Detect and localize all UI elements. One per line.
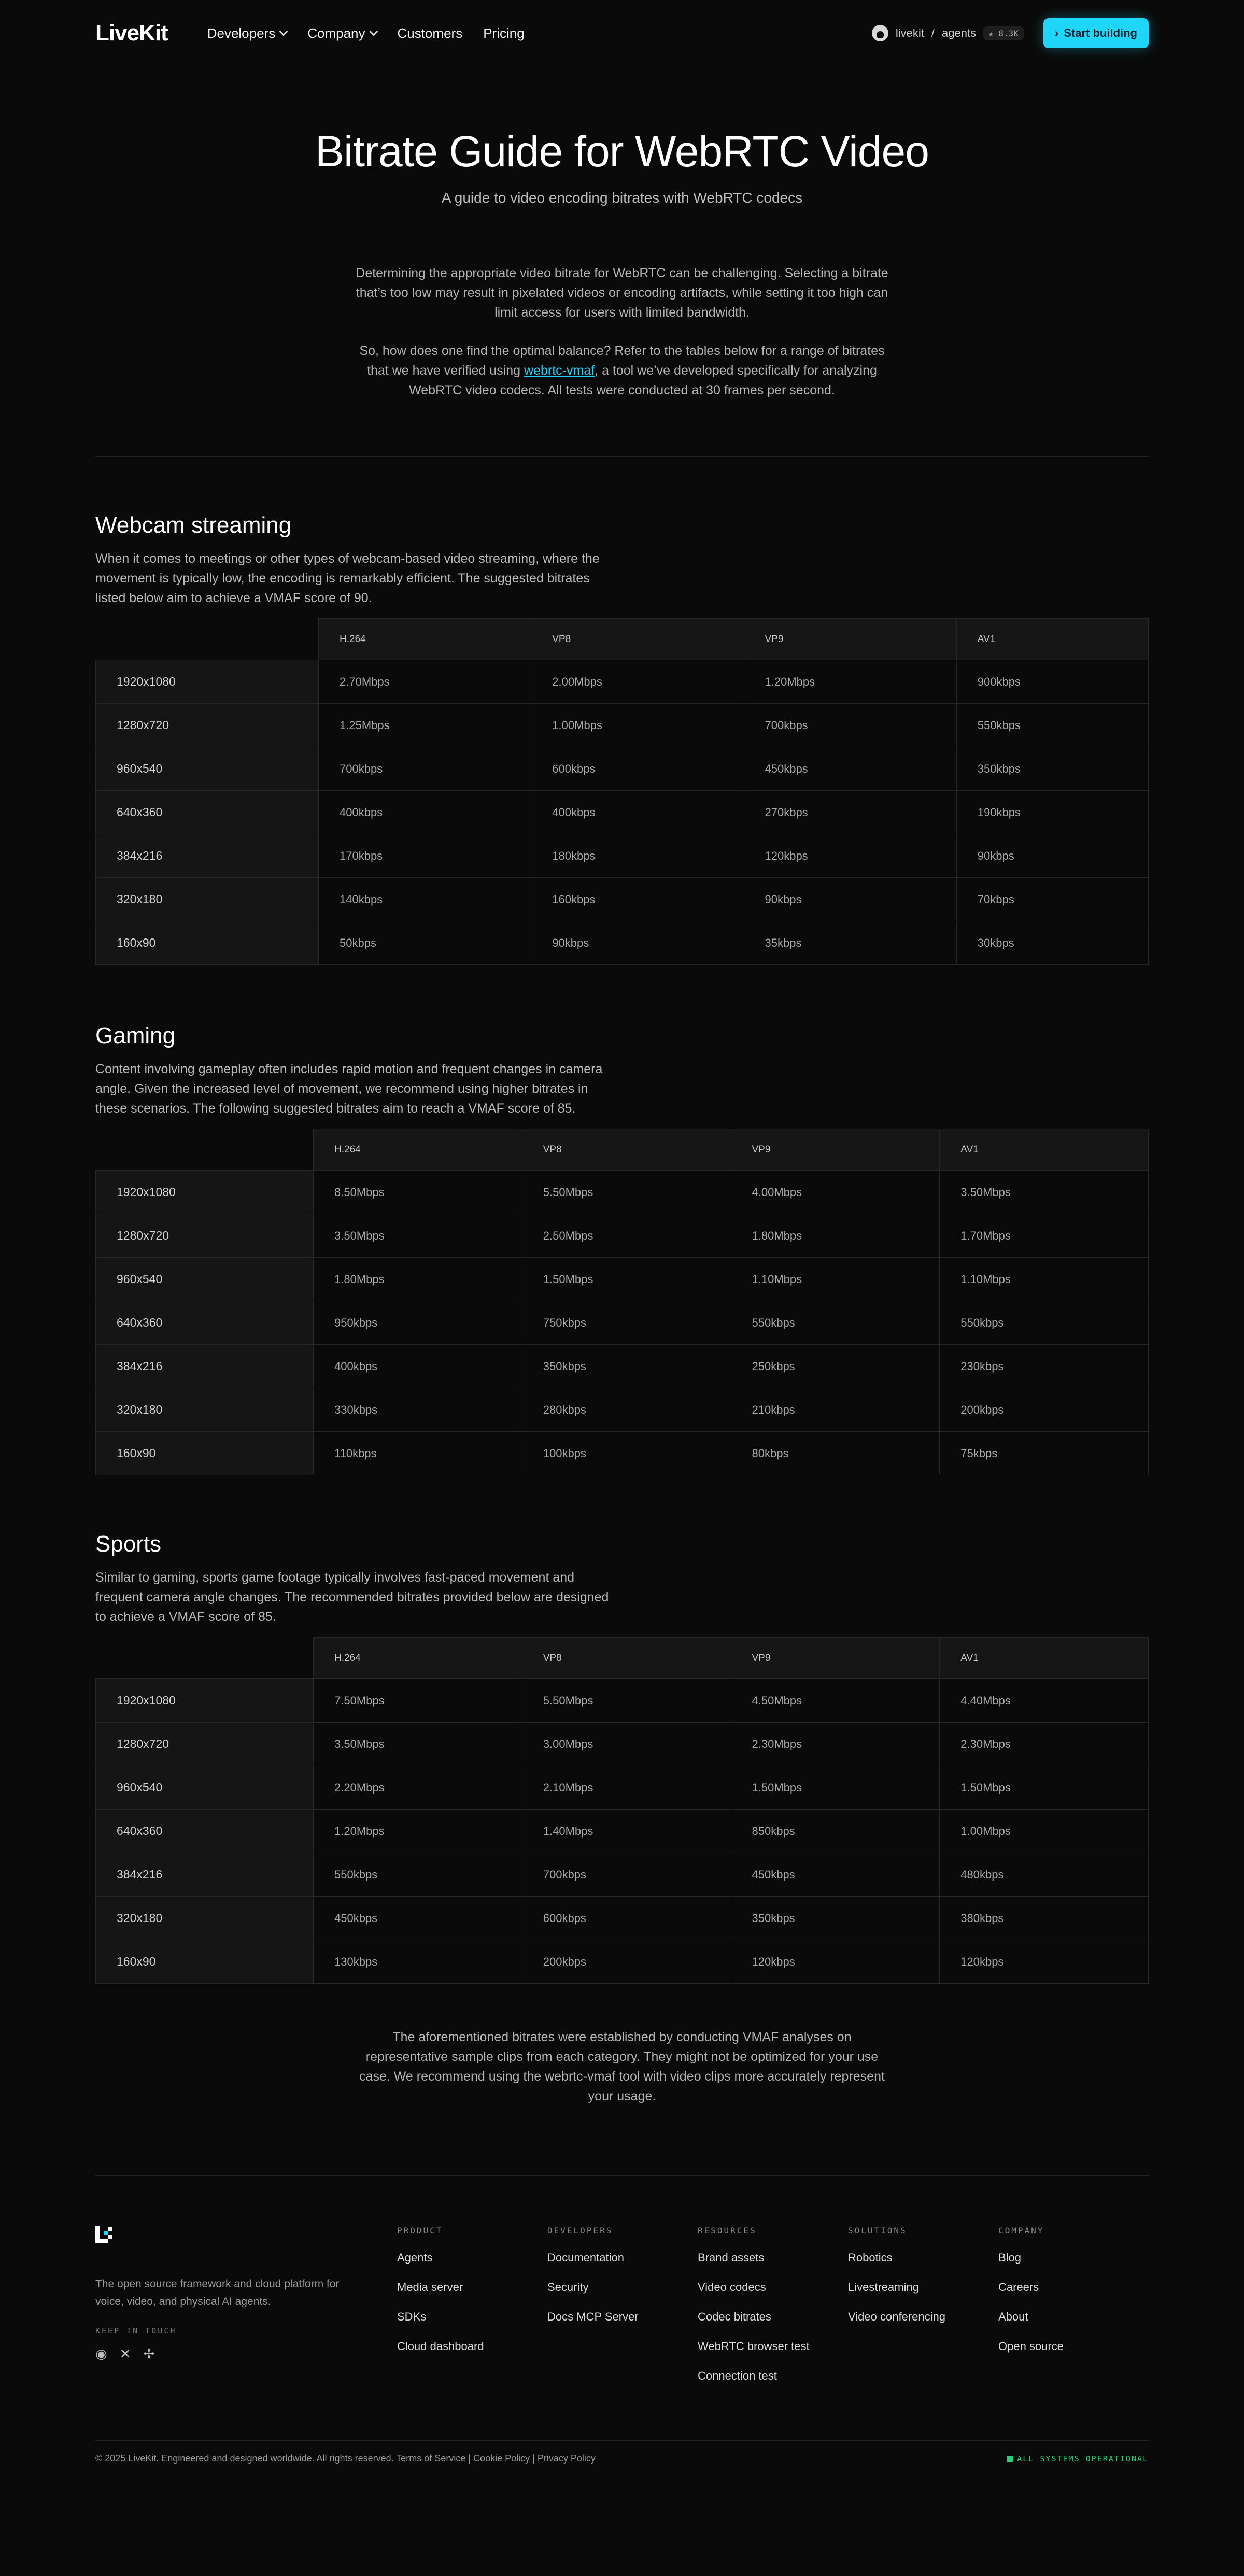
github-icon (872, 25, 888, 41)
bitrate-cell: 250kbps (731, 1345, 940, 1388)
bitrate-cell: 160kbps (531, 878, 744, 921)
footer-tagline: The open source framework and cloud platform for voice, video, and physical AI agents. (95, 2278, 340, 2308)
footer-link[interactable]: Video codecs (698, 2281, 766, 2294)
bitrate-cell: 200kbps (940, 1388, 1149, 1432)
bitrate-cell: 1.00Mbps (531, 704, 744, 747)
keep-in-touch-label: KEEP IN TOUCH (95, 2326, 177, 2336)
header-blank-cell (96, 619, 319, 660)
section-description: Similar to gaming, sports game footage typically involves fast-paced movement and frequent camera angle changes. The recommended bitrates provided below are designed to achieve a VMAF score of 85. (95, 1570, 609, 1625)
resolution-cell: 640x360 (96, 1301, 314, 1345)
intro-text-before: So, how does one find the optimal balance? Refer to the tables below for a range of bitrates that we have verified using (359, 344, 885, 378)
table-row (96, 704, 1149, 747)
x-icon[interactable]: ✕ (119, 2346, 131, 2362)
resolution-cell: 384x216 (96, 1853, 314, 1897)
bitrate-cell: 100kbps (522, 1432, 731, 1475)
start-building-button[interactable] (1043, 18, 1149, 48)
bitrate-cell: 120kbps (744, 834, 956, 878)
intro (352, 263, 892, 400)
footer-column-heading: RESOURCES (698, 2226, 757, 2236)
section-webcam-streaming (95, 513, 1149, 965)
resolution-cell: 1920x1080 (96, 1679, 314, 1723)
system-status[interactable] (1007, 2454, 1149, 2464)
section-sports (95, 1531, 1149, 1984)
codec-header: H.264 (314, 1129, 522, 1171)
resolution-cell: 320x180 (96, 1897, 314, 1940)
footer-link-list (848, 2251, 998, 2340)
footer-column-resources (698, 2226, 848, 2399)
bitrate-cell: 210kbps (731, 1388, 940, 1432)
codec-header: VP9 (731, 1129, 940, 1171)
nav-developers[interactable] (207, 25, 287, 41)
resolution-cell: 1280x720 (96, 1723, 314, 1766)
table-header-row (96, 1638, 1149, 1679)
resolution-cell: 160x90 (96, 921, 319, 965)
footer-brand (95, 2226, 397, 2399)
bitrate-cell: 450kbps (731, 1853, 940, 1897)
bitrate-cell: 2.30Mbps (731, 1723, 940, 1766)
bitrate-cell: 550kbps (731, 1301, 940, 1345)
nav-developers-label: Developers (207, 25, 276, 41)
bitrate-cell: 2.50Mbps (522, 1214, 731, 1258)
footer-column-product (397, 2226, 547, 2399)
bitrate-cell: 180kbps (531, 834, 744, 878)
resolution-cell: 1280x720 (96, 1214, 314, 1258)
bitrate-cell: 550kbps (940, 1301, 1149, 1345)
footer-link[interactable]: Media server (397, 2281, 463, 2294)
livekit-logo[interactable]: LiveKit (95, 20, 168, 46)
section-title: Sports (95, 1531, 162, 1557)
nav-links (207, 25, 525, 41)
table-row (96, 1897, 1149, 1940)
status-dot-icon (1007, 2456, 1013, 2462)
bitrate-cell: 1.40Mbps (522, 1810, 731, 1853)
bitrate-cell: 3.50Mbps (314, 1723, 522, 1766)
table-row (96, 1214, 1149, 1258)
resolution-cell: 320x180 (96, 878, 319, 921)
bitrate-cell: 3.50Mbps (940, 1171, 1149, 1214)
codec-header: VP9 (731, 1638, 940, 1679)
nav-company-label: Company (307, 25, 365, 41)
bitrate-cell: 1.00Mbps (940, 1810, 1149, 1853)
bitrate-cell: 120kbps (731, 1940, 940, 1984)
table-row (96, 834, 1149, 878)
bitrate-cell: 400kbps (314, 1345, 522, 1388)
bitrate-cell: 75kbps (940, 1432, 1149, 1475)
footer-link[interactable]: WebRTC browser test (698, 2340, 810, 2353)
footer-link[interactable]: SDKs (397, 2310, 427, 2324)
footer-columns (397, 2226, 1149, 2399)
footer-link[interactable]: Documentation (547, 2251, 624, 2265)
footer-link[interactable]: Security (547, 2281, 589, 2294)
bitrate-cell: 400kbps (531, 791, 744, 834)
star-count-badge: ★ 8.3K (983, 26, 1024, 40)
footer-link[interactable]: Video conferencing (848, 2310, 945, 2324)
resolution-cell: 960x540 (96, 747, 319, 791)
footer-link[interactable]: Blog (998, 2251, 1022, 2265)
copyright-text: © 2025 LiveKit. Engineered and designed worldwide. All rights reserved. (95, 2453, 394, 2464)
codec-header: H.264 (314, 1638, 522, 1679)
bitrate-cell: 700kbps (744, 704, 956, 747)
bitrate-cell: 1.20Mbps (314, 1810, 522, 1853)
top-nav (95, 0, 1149, 66)
resolution-cell: 384x216 (96, 1345, 314, 1388)
bitrate-cell: 30kbps (956, 921, 1148, 965)
repo-owner: livekit (895, 26, 924, 39)
codec-header: AV1 (940, 1638, 1149, 1679)
codec-header: VP8 (522, 1129, 731, 1171)
table-row (96, 921, 1149, 965)
bitrate-cell: 450kbps (314, 1897, 522, 1940)
bitrate-cell: 330kbps (314, 1388, 522, 1432)
footer-link-list (698, 2251, 848, 2399)
resolution-cell: 160x90 (96, 1432, 314, 1475)
bitrate-cell: 900kbps (956, 660, 1148, 704)
footer-link[interactable]: Connection test (698, 2369, 777, 2383)
bitrate-cell: 1.10Mbps (940, 1258, 1149, 1301)
table-row (96, 1171, 1149, 1214)
resolution-cell: 160x90 (96, 1940, 314, 1984)
bitrate-cell: 1.70Mbps (940, 1214, 1149, 1258)
status-text: ALL SYSTEMS OPERATIONAL (1017, 2454, 1149, 2464)
footer-column-heading: PRODUCT (397, 2226, 443, 2236)
nav-pricing[interactable]: Pricing (483, 25, 525, 41)
section-gaming (95, 1023, 1149, 1475)
bitrate-cell: 170kbps (319, 834, 531, 878)
table-row (96, 1432, 1149, 1475)
resolution-cell: 1280x720 (96, 704, 319, 747)
resolution-cell: 1920x1080 (96, 1171, 314, 1214)
resolution-cell: 1920x1080 (96, 660, 319, 704)
table-row (96, 747, 1149, 791)
footer-column-heading: DEVELOPERS (547, 2226, 613, 2236)
bitrate-table (95, 1637, 1149, 1984)
table-row (96, 1810, 1149, 1853)
section-title: Webcam streaming (95, 513, 292, 538)
resolution-cell: 640x360 (96, 1810, 314, 1853)
bitrate-cell: 350kbps (731, 1897, 940, 1940)
bitrate-cell: 750kbps (522, 1301, 731, 1345)
table-row (96, 660, 1149, 704)
bitrate-cell: 380kbps (940, 1897, 1149, 1940)
chevron-down-icon (369, 27, 378, 36)
bitrate-cell: 1.50Mbps (731, 1766, 940, 1810)
bitrate-cell: 3.00Mbps (522, 1723, 731, 1766)
hero (95, 66, 1149, 206)
bitrate-cell: 90kbps (956, 834, 1148, 878)
legal-separator: | (532, 2453, 535, 2464)
section-description: When it comes to meetings or other types of webcam-based video streaming, where the movement is typically low, the encoding is remarkably efficient. The suggested bitrates listed below aim to achieve a VMAF score of 90. (95, 551, 600, 606)
bitrate-cell: 3.50Mbps (314, 1214, 522, 1258)
social-links (95, 2346, 397, 2362)
bitrate-cell: 1.80Mbps (731, 1214, 940, 1258)
chevron-right-icon: › (1054, 26, 1059, 39)
bitrate-cell: 550kbps (314, 1853, 522, 1897)
github-repo-link[interactable] (872, 25, 1024, 41)
bitrate-cell: 70kbps (956, 878, 1148, 921)
bitrate-cell: 850kbps (731, 1810, 940, 1853)
bitrate-cell: 2.30Mbps (940, 1723, 1149, 1766)
bitrate-cell: 550kbps (956, 704, 1148, 747)
footer-column-heading: SOLUTIONS (848, 2226, 907, 2236)
header-blank-cell (96, 1638, 314, 1679)
bitrate-cell: 7.50Mbps (314, 1679, 522, 1723)
bitrate-cell: 90kbps (531, 921, 744, 965)
table-row (96, 1345, 1149, 1388)
footer-link[interactable]: Brand assets (698, 2251, 765, 2265)
bitrate-cell: 80kbps (731, 1432, 940, 1475)
table-row (96, 1258, 1149, 1301)
table-row (96, 1723, 1149, 1766)
legal-separator: | (468, 2453, 471, 2464)
bitrate-cell: 4.00Mbps (731, 1171, 940, 1214)
bitrate-cell: 5.50Mbps (522, 1679, 731, 1723)
bitrate-cell: 950kbps (314, 1301, 522, 1345)
bitrate-cell: 190kbps (956, 791, 1148, 834)
footer-link[interactable]: About (998, 2310, 1028, 2324)
bitrate-cell: 130kbps (314, 1940, 522, 1984)
bitrate-cell: 350kbps (522, 1345, 731, 1388)
github-icon[interactable]: ◉ (95, 2346, 107, 2362)
footer-link-list (998, 2251, 1149, 2369)
footer (95, 2226, 1149, 2399)
intro-text-after: , a tool we’ve developed specifically for analyzing WebRTC video codecs. All tests were conducted at 30 frames per second. (409, 363, 877, 398)
table-header-row (96, 1129, 1149, 1171)
footer-link[interactable]: Livestreaming (848, 2281, 919, 2294)
footer-link[interactable]: Docs MCP Server (547, 2310, 639, 2324)
footer-bottom (95, 2440, 1149, 2464)
codec-header: AV1 (940, 1129, 1149, 1171)
footer-column-company (998, 2226, 1149, 2399)
divider (95, 2175, 1149, 2176)
footer-link-list (547, 2251, 698, 2340)
footer-link[interactable]: Cloud dashboard (397, 2340, 484, 2353)
resolution-cell: 960x540 (96, 1766, 314, 1810)
bitrate-cell: 1.80Mbps (314, 1258, 522, 1301)
bitrate-cell: 350kbps (956, 747, 1148, 791)
page-subtitle: A guide to video encoding bitrates with WebRTC codecs (441, 190, 803, 206)
resolution-cell: 960x540 (96, 1258, 314, 1301)
bitrate-cell: 120kbps (940, 1940, 1149, 1984)
table-row (96, 791, 1149, 834)
footer-link[interactable]: Codec bitrates (698, 2310, 771, 2324)
repo-name: agents (942, 26, 977, 39)
nav-company[interactable] (307, 25, 376, 41)
bitrate-cell: 270kbps (744, 791, 956, 834)
bitrate-cell: 200kbps (522, 1940, 731, 1984)
chevron-down-icon (279, 27, 288, 36)
bitrate-cell: 600kbps (522, 1897, 731, 1940)
nav-customers[interactable]: Customers (397, 25, 463, 41)
bitrate-cell: 280kbps (522, 1388, 731, 1432)
bitrate-cell: 4.50Mbps (731, 1679, 940, 1723)
resolution-cell: 320x180 (96, 1388, 314, 1432)
header-blank-cell (96, 1129, 314, 1171)
footer-column-solutions (848, 2226, 998, 2399)
closing-note: The aforementioned bitrates were established by conducting VMAF analyses on representative sample clips from each category. They might not be optimized for your use case. We recommend using the webrtc-vmaf tool with video clips more accurately represent your usage. (359, 2030, 885, 2104)
page-title: Bitrate Guide for WebRTC Video (315, 127, 929, 176)
bitrate-cell: 700kbps (522, 1853, 731, 1897)
bitrate-cell: 140kbps (319, 878, 531, 921)
bitrate-table (95, 618, 1149, 965)
terms-link[interactable]: Terms of Service (396, 2453, 466, 2464)
start-building-label: Start building (1064, 26, 1137, 39)
bitrate-cell: 90kbps (744, 878, 956, 921)
section-title: Gaming (95, 1023, 176, 1049)
nav-right (872, 18, 1149, 48)
bitrate-cell: 1.20Mbps (744, 660, 956, 704)
bitrate-cell: 1.50Mbps (940, 1766, 1149, 1810)
bitrate-cell: 480kbps (940, 1853, 1149, 1897)
bitrate-cell: 450kbps (744, 747, 956, 791)
bitrate-table (95, 1129, 1149, 1475)
divider (95, 456, 1149, 457)
resolution-cell: 384x216 (96, 834, 319, 878)
bitrate-cell: 50kbps (319, 921, 531, 965)
bitrate-cell: 5.50Mbps (522, 1171, 731, 1214)
cookie-policy-link[interactable]: Cookie Policy (473, 2453, 530, 2464)
bitrate-cell: 8.50Mbps (314, 1171, 522, 1214)
codec-header: H.264 (319, 619, 531, 660)
bitrate-cell: 35kbps (744, 921, 956, 965)
bitrate-cell: 1.25Mbps (319, 704, 531, 747)
table-row (96, 1766, 1149, 1810)
bitrate-cell: 2.00Mbps (531, 660, 744, 704)
livekit-mark-icon[interactable] (95, 2226, 112, 2243)
copyright (95, 2453, 596, 2464)
codec-header: VP9 (744, 619, 956, 660)
footer-column-developers (547, 2226, 698, 2399)
table-row (96, 1853, 1149, 1897)
webrtc-vmaf-link[interactable]: webrtc-vmaf (524, 363, 595, 378)
intro-paragraph-2 (352, 341, 892, 400)
table-row (96, 1388, 1149, 1432)
footer-column-heading: COMPANY (998, 2226, 1044, 2236)
codec-header: AV1 (956, 619, 1148, 660)
privacy-policy-link[interactable]: Privacy Policy (537, 2453, 596, 2464)
footer-link[interactable]: Open source (998, 2340, 1064, 2353)
bitrate-cell: 400kbps (319, 791, 531, 834)
bitrate-cell: 600kbps (531, 747, 744, 791)
footer-link[interactable]: Agents (397, 2251, 433, 2265)
table-row (96, 1301, 1149, 1345)
bitrate-cell: 700kbps (319, 747, 531, 791)
bitrate-cell: 2.20Mbps (314, 1766, 522, 1810)
bitrate-cell: 110kbps (314, 1432, 522, 1475)
table-row (96, 1679, 1149, 1723)
resolution-cell: 640x360 (96, 791, 319, 834)
table-row (96, 1940, 1149, 1984)
bitrate-sections (95, 513, 1149, 1984)
bitrate-cell: 2.70Mbps (319, 660, 531, 704)
bitrate-cell: 2.10Mbps (522, 1766, 731, 1810)
codec-header: VP8 (531, 619, 744, 660)
table-row (96, 878, 1149, 921)
section-description: Content involving gameplay often includes rapid motion and frequent changes in camera angle. Given the increased level of movement, we recommend using higher bitrates in these scenarios. The following suggested bitrates aim to reach a VMAF score of 85. (95, 1062, 603, 1116)
bitrate-cell: 230kbps (940, 1345, 1149, 1388)
bitrate-cell: 4.40Mbps (940, 1679, 1149, 1723)
table-header-row (96, 619, 1149, 660)
repo-separator: / (931, 26, 935, 39)
footer-link[interactable]: Careers (998, 2281, 1039, 2294)
bitrate-cell: 1.10Mbps (731, 1258, 940, 1301)
footer-link[interactable]: Robotics (848, 2251, 893, 2265)
codec-header: VP8 (522, 1638, 731, 1679)
slack-icon[interactable]: ✢ (143, 2346, 155, 2362)
footer-link-list (397, 2251, 547, 2369)
bitrate-cell: 1.50Mbps (522, 1258, 731, 1301)
intro-paragraph-1: Determining the appropriate video bitrate for WebRTC can be challenging. Selecting a bitrate that’s too low may result in pixelated videos or encoding artifacts, while setting it too high can limit access for users with limited bandwidth. (356, 266, 888, 320)
